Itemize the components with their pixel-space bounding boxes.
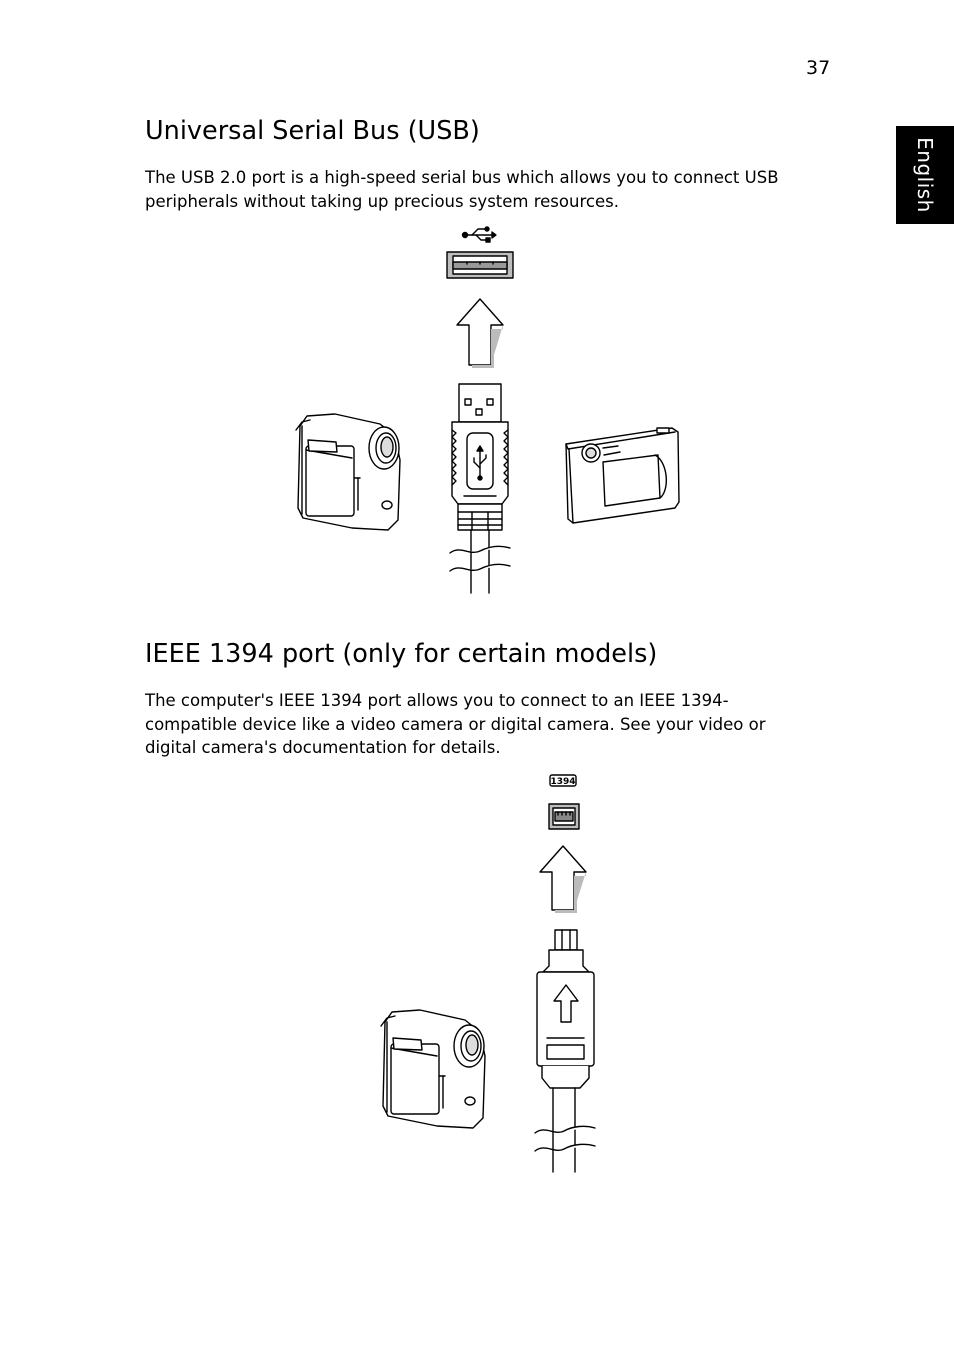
- language-tab-label: English: [913, 137, 937, 213]
- usb-heading: Universal Serial Bus (USB): [145, 116, 480, 146]
- ieee-paragraph-line-2: compatible device like a video camera or digital camera. See your video or: [145, 714, 766, 734]
- ieee1394-label-text: 1394: [550, 777, 576, 787]
- ieee-paragraph-line-1: The computer's IEEE 1394 port allows you to connect to an IEEE 1394-: [145, 691, 729, 710]
- ieee1394-camcorder-icon: [381, 1010, 485, 1128]
- ieee-heading: IEEE 1394 port (only for certain models): [145, 639, 658, 669]
- page-number: 37: [806, 57, 831, 79]
- ieee1394-plug-icon: [535, 930, 595, 1172]
- ieee-paragraph-line-3: digital camera's documentation for details.: [145, 738, 501, 757]
- ieee1394-port-icon: [549, 804, 579, 829]
- ieee1394-label-icon: [550, 775, 576, 787]
- ieee1394-insert-arrow-icon: [540, 846, 586, 913]
- usb-paragraph-line-2: peripherals without taking up precious system resources.: [145, 191, 619, 211]
- usb-paragraph-line-1: The USB 2.0 port is a high-speed serial bus which allows you to connect USB: [145, 168, 779, 187]
